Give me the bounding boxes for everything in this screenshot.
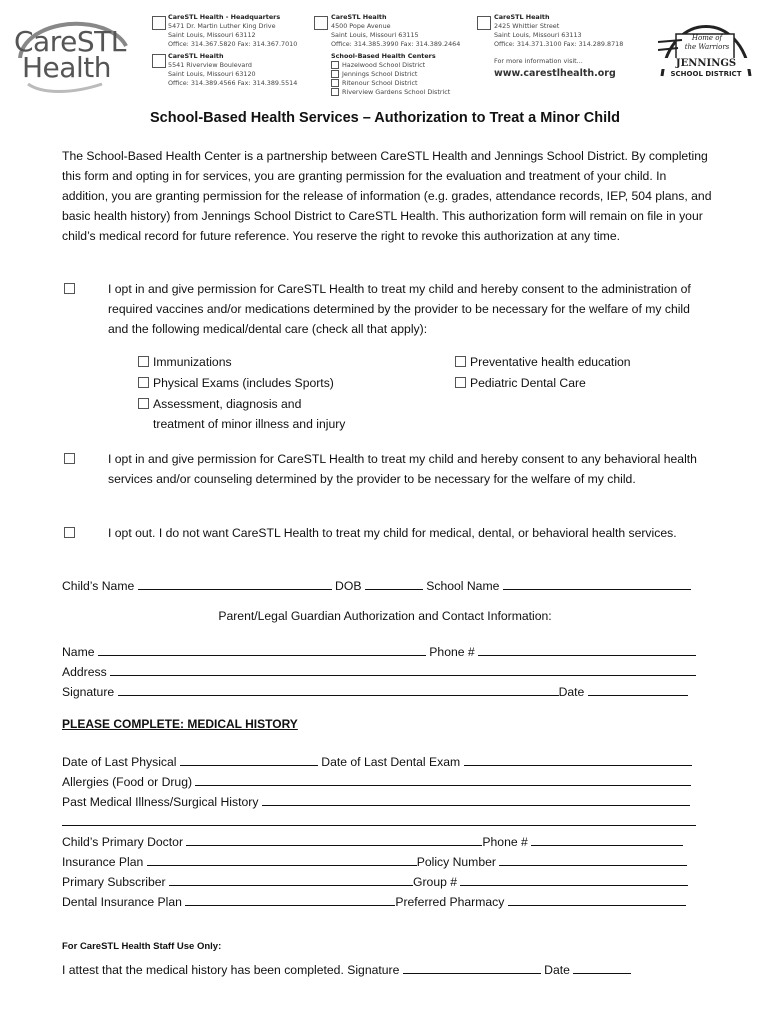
- loc4-phone: Office: 314.389.4566 Fax: 314.389.5514: [168, 79, 298, 87]
- loc2-phone: Office: 314.385.3990 Fax: 314.389.2464: [331, 40, 461, 48]
- dental-insurance-label: Dental Insurance Plan: [62, 895, 182, 909]
- center-item[interactable]: [331, 88, 450, 96]
- child-info-row: [62, 576, 691, 596]
- opt-in-medical-text: I opt in and give permission for CareSTL Health to treat my child and hereby consent to the administration of required vaccines and/or medications determined by the provider to be necessary for the welfare of my child and the following medical/dental care (check all that apply):: [108, 282, 691, 336]
- loc3-address: [494, 13, 623, 49]
- loc4-address: [168, 52, 297, 88]
- loc4-name: CareSTL Health: [168, 52, 224, 60]
- immunizations-checkbox[interactable]: [138, 356, 149, 367]
- hq-checkbox[interactable]: [152, 16, 166, 30]
- doctor-field[interactable]: [186, 833, 482, 846]
- signature-label: Signature: [62, 685, 115, 699]
- center-label: Ritenour School District: [342, 79, 418, 87]
- hq-addr2: Saint Louis, Missouri 63112: [168, 31, 256, 39]
- subscriber-row: [62, 872, 688, 892]
- attest-label: I attest that the medical history has been completed. Signature: [62, 963, 400, 977]
- guardian-phone-field[interactable]: [478, 643, 696, 656]
- dental-label: Pediatric Dental Care: [470, 376, 586, 390]
- attest-signature-field[interactable]: [403, 961, 541, 974]
- past-illness-field-2[interactable]: [62, 813, 696, 826]
- preventative-label: Preventative health education: [470, 355, 631, 369]
- loc3-name: CareSTL Health: [494, 13, 550, 21]
- opt-out-text: I opt out. I do not want CareSTL Health to treat my child for medical, dental, or behavioral health services.: [108, 526, 677, 540]
- jsd-home: Home of: [691, 34, 723, 42]
- attest-row: [62, 960, 631, 980]
- last-physical-field[interactable]: [180, 753, 318, 766]
- subscriber-field[interactable]: [169, 873, 413, 886]
- jsd-name: JENNINGS: [656, 58, 756, 69]
- loc2-checkbox[interactable]: [314, 16, 328, 30]
- loc3-addr1: 2425 Whittier Street: [494, 22, 560, 30]
- allergies-row: [62, 772, 691, 792]
- group-field[interactable]: [460, 873, 688, 886]
- center-item[interactable]: [331, 79, 418, 87]
- past-illness-row: [62, 792, 690, 812]
- carestl-logo: [12, 14, 132, 94]
- logo-line2: Health: [22, 51, 111, 84]
- past-illness-label: Past Medical Illness/Surgical History: [62, 795, 259, 809]
- opt-in-behavioral-checkbox[interactable]: [64, 453, 75, 464]
- doctor-phone-label: Phone #: [482, 835, 528, 849]
- centers-title: School-Based Health Centers: [331, 52, 436, 60]
- care-item-immunizations[interactable]: [138, 352, 232, 372]
- guardian-phone-label: Phone #: [429, 645, 475, 659]
- loc2-name: CareSTL Health: [331, 13, 387, 21]
- loc4-addr1: 5541 Riverview Boulevard: [168, 61, 252, 69]
- assessment-label-2: treatment of minor illness and injury: [153, 417, 346, 431]
- physical-label: Physical Exams (includes Sports): [153, 376, 334, 390]
- intro-paragraph: The School-Based Health Center is a partnership between CareSTL Health and Jennings School District. By completing this form and opting in for services, you are granting permission for the evaluation and treatment of your child. In addition, you are granting permission for the release of information (e.g. grades, attendance records, IEP, 504 plans, and basic health history) from Jennings School District to CareSTL Health. This authorization form will remain on file in your child’s medical record for future reference. You reserve the right to revoke this authorization at any time.: [62, 149, 712, 243]
- center-label: Jennings School District: [342, 70, 418, 78]
- logo-line1: CareSTL: [14, 25, 126, 58]
- loc3-checkbox[interactable]: [477, 16, 491, 30]
- physical-dental-row: [62, 752, 692, 772]
- school-centers: [331, 52, 450, 97]
- allergies-field[interactable]: [195, 773, 691, 786]
- dob-field[interactable]: [365, 577, 423, 590]
- preventative-checkbox[interactable]: [455, 356, 466, 367]
- hq-addr1: 5471 Dr. Martin Luther King Drive: [168, 22, 276, 30]
- subscriber-label: Primary Subscriber: [62, 875, 166, 889]
- pharmacy-label: Preferred Pharmacy: [395, 895, 505, 909]
- care-item-physical[interactable]: [138, 373, 334, 393]
- dental-insurance-field[interactable]: [185, 893, 395, 906]
- doctor-label: Child’s Primary Doctor: [62, 835, 183, 849]
- signature-row: [62, 682, 688, 702]
- care-item-preventative[interactable]: [455, 352, 631, 372]
- dental-insurance-row: [62, 892, 686, 912]
- hq-name: CareSTL Health - Headquarters: [168, 13, 281, 21]
- doctor-phone-field[interactable]: [531, 833, 683, 846]
- address-label: Address: [62, 665, 107, 679]
- opt-out-checkbox[interactable]: [64, 527, 75, 538]
- medical-history-heading: PLEASE COMPLETE: MEDICAL HISTORY: [62, 717, 298, 731]
- assessment-checkbox[interactable]: [138, 398, 149, 409]
- address-row: [62, 662, 696, 682]
- loc4-addr2: Saint Louis, Missouri 63120: [168, 70, 256, 78]
- group-label: Group #: [413, 875, 458, 889]
- hq-address: [168, 13, 297, 49]
- address-field[interactable]: [110, 663, 696, 676]
- signature-date-field[interactable]: [588, 683, 688, 696]
- child-name-label: Child’s Name: [62, 579, 135, 593]
- guardian-name-label: Name: [62, 645, 95, 659]
- pharmacy-field[interactable]: [508, 893, 686, 906]
- school-name-field[interactable]: [503, 577, 691, 590]
- insurance-label: Insurance Plan: [62, 855, 144, 869]
- signature-date-label: Date: [558, 685, 585, 699]
- policy-field[interactable]: [499, 853, 687, 866]
- jennings-logo: [656, 16, 756, 80]
- guardian-name-row: [62, 642, 696, 662]
- loc3-addr2: Saint Louis, Missouri 63113: [494, 31, 582, 39]
- hq-phone: Office: 314.367.5820 Fax: 314.367.7010: [168, 40, 298, 48]
- jsd-district: SCHOOL DISTRICT: [670, 70, 742, 78]
- insurance-row: [62, 852, 687, 872]
- opt-in-medical-checkbox[interactable]: [64, 283, 75, 294]
- center-item[interactable]: [331, 70, 417, 78]
- jsd-warriors: the Warriors: [684, 43, 730, 51]
- center-item[interactable]: [331, 61, 425, 69]
- allergies-label: Allergies (Food or Drug): [62, 775, 193, 789]
- insurance-field[interactable]: [147, 853, 417, 866]
- last-physical-label: Date of Last Physical: [62, 755, 177, 769]
- opt-in-behavioral-text: I opt in and give permission for CareSTL Health to treat my child and hereby consent to any behavioral health services and/or counseling determined by the provider to be necessary for the welfare of my child.: [108, 452, 697, 486]
- signature-field[interactable]: [118, 683, 559, 696]
- child-name-field[interactable]: [138, 577, 332, 590]
- dental-checkbox[interactable]: [455, 377, 466, 388]
- last-dental-field[interactable]: [464, 753, 692, 766]
- center-label: Riverview Gardens School District: [342, 88, 451, 96]
- loc4-checkbox[interactable]: [152, 54, 166, 68]
- loc2-addr2: Saint Louis, Missouri 63115: [331, 31, 419, 39]
- doctor-row: [62, 832, 683, 852]
- more-info: For more information visit...: [494, 57, 583, 65]
- past-illness-field[interactable]: [262, 793, 690, 806]
- staff-heading: For CareSTL Health Staff Use Only:: [62, 941, 222, 952]
- immunizations-label: Immunizations: [153, 355, 232, 369]
- loc2-address: [331, 13, 460, 49]
- attest-date-label: Date: [544, 963, 570, 977]
- care-item-assessment[interactable]: [138, 394, 345, 434]
- care-item-dental[interactable]: [455, 373, 586, 393]
- guardian-name-field[interactable]: [98, 643, 426, 656]
- loc2-addr1: 4500 Pope Avenue: [331, 22, 391, 30]
- school-name-label: School Name: [426, 579, 500, 593]
- guardian-heading: Parent/Legal Guardian Authorization and Contact Information:: [218, 609, 552, 623]
- website-link[interactable]: www.carestlhealth.org: [494, 68, 616, 79]
- loc3-phone: Office: 314.371.3100 Fax: 314.289.8718: [494, 40, 624, 48]
- assessment-label-1: Assessment, diagnosis and: [153, 397, 302, 411]
- page-title: School-Based Health Services – Authorization to Treat a Minor Child: [150, 110, 620, 126]
- dob-label: DOB: [335, 579, 362, 593]
- past-illness-row-2: [62, 812, 696, 832]
- last-dental-label: Date of Last Dental Exam: [321, 755, 461, 769]
- attest-date-field[interactable]: [573, 961, 631, 974]
- center-label: Hazelwood School District: [342, 61, 426, 69]
- policy-label: Policy Number: [416, 855, 496, 869]
- physical-checkbox[interactable]: [138, 377, 149, 388]
